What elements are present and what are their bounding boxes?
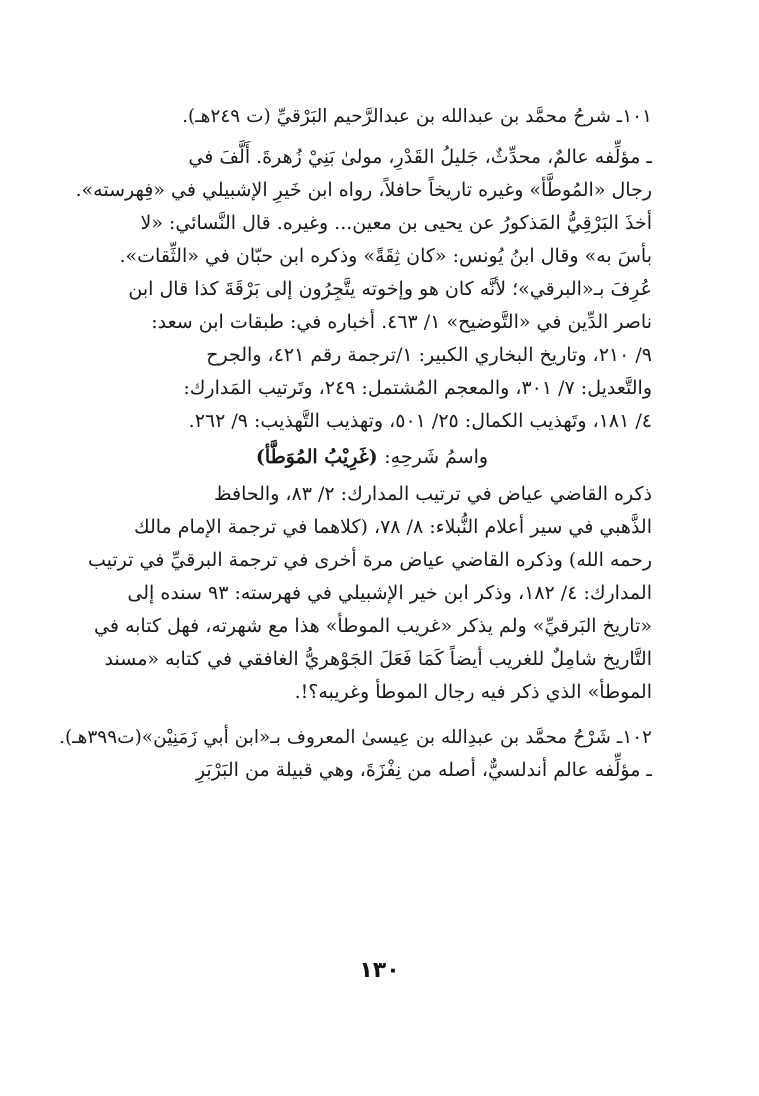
section-heading (92, 440, 652, 474)
paragraph-line-7: الموطأ» الذي ذكر فيه رجال الموطأ وغريبه؟!. (294, 681, 652, 703)
paragraph-line-3: رحمه الله) وذكره القاضي عياض مرة أخرى في ترجمة البرقيِّ في ترتيب (87, 549, 652, 571)
page-body (59, 100, 652, 787)
entry-102-line-1: ـ مؤلِّفه عالم أندلسيٌّ، أصله من نِفْزَةَ، وهي قبيلة من البَرْبَرِ (195, 759, 652, 781)
paragraph-line-1: ذكره القاضي عياض في ترتيب المدارك: ٢/ ٨٣، والحافظ (213, 483, 652, 505)
section-heading-label: واسمُ شَرحِهِ: (384, 446, 489, 468)
entry-101-line-8: والتَّعديل: ٧/ ٣٠١، والمعجم المُشتمل: ٢٤٩، وتَرتيب المَدارك: (183, 377, 652, 399)
entry-101-title: ١٠١ـ شرحُ محمَّد بن عبدالله بن عبدالرَّحيم البَرْقيِّ (ت ٢٤٩هـ). (182, 106, 652, 127)
entry-101-line-2: رجال «المُوطَّأ» وغيره تاريخاً حافلاً، رواه ابن خَيرِ الإشبيلي في «فِهرسته». (75, 179, 652, 201)
entry-102-title: ١٠٢ـ شَرْحُ محمَّد بن عبدِالله بن عِيسىٰ المعروف بـ«ابن أبي زَمَنِيْن»(ت٣٩٩هـ). (59, 727, 652, 748)
entry-101-line-1: ـ مؤلِّفه عالمٌ، محدِّثٌ، جَليلُ القَدْرِ، مولىٰ بَنِيْ زُهرةَ. أَلَّفَ في (188, 146, 652, 168)
paragraph-line-2: الذَّهبي في سير أعلام النُّبلاء: ٨/ ٧٨، (كلاهما في ترجمة الإمام مالك (133, 516, 652, 538)
paragraph-line-4: المدارك: ٤/ ١٨٢، وذكر ابن خير الإشبيلي في فهرسته: ٩٣ سنده إلى (127, 582, 652, 604)
section-heading-title: (غَرِيْبُ المُوَطَّأ) (255, 446, 378, 468)
entry-101-line-7: ٩/ ٢١٠، وتاريخ البخاري الكبير: ١/ترجمة رقم ٤٢١، والجرح (206, 344, 652, 366)
entry-101-line-6: ناصر الدِّين في «التَّوضيح» ١/ ٤٦٣. أخباره في: طبقات ابن سعد: (151, 311, 652, 333)
entry-101-line-5: عُرِفَ بـ«البرقي»؛ لأنَّه كان هو وإخوته يتَّجِرُون إلى بَرْقَةَ كذا قال ابن (128, 278, 652, 300)
entry-101-line-3: أخذَ البَرْقِيُّ المَذكورُ عن يحيى بن معين... وغيره. قال النَّسائي: «لا (140, 212, 652, 234)
paragraph-line-6: التَّاريخ شامِلٌ للغريب أيضاً كَمَا فَعَلَ الجَوْهريُّ الغافقي في كتابه «مسند (104, 648, 652, 670)
page-number: ١٣٠ (359, 958, 400, 983)
entry-101-line-4: بأسَ به» وقال ابنُ يُونس: «كان ثِقَةً» وذكره ابن حبّان في «الثِّقات». (119, 245, 652, 267)
paragraph-line-5: «تاريخ البَرقيِّ» ولم يذكر «غريب الموطأ» هذا مع شهرته، فهل كتابه في (93, 615, 652, 637)
entry-101-line-9: ٤/ ١٨١، وتَهذيب الكمال: ٢٥/ ٥٠١، وتهذيب التَّهذيب: ٩/ ٢٦٢. (188, 410, 652, 432)
